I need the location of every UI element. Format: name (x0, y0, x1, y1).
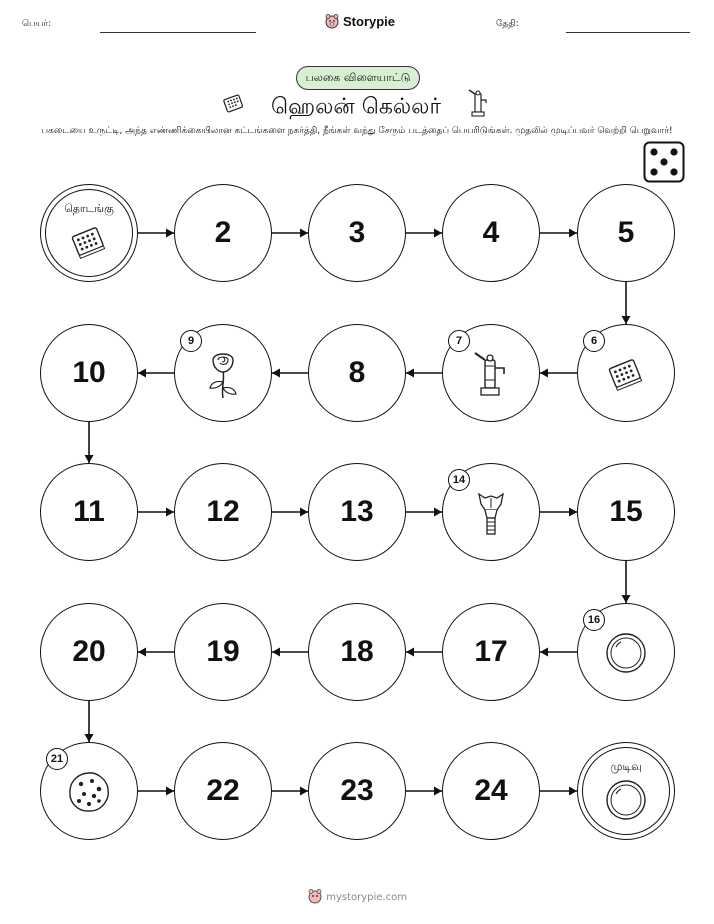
board-space-16[interactable] (577, 603, 675, 701)
date-label: தேதி: (496, 19, 519, 29)
water-pump-icon (471, 348, 511, 404)
board-space-18[interactable] (308, 603, 406, 701)
space-number: 10 (72, 356, 106, 389)
board-space-14[interactable] (442, 463, 540, 561)
space-number-badge: 14 (448, 469, 470, 491)
space-number: 20 (72, 635, 106, 668)
board-space-8[interactable] (308, 324, 406, 422)
space-number-badge: 21 (46, 748, 68, 770)
board-space-3[interactable] (308, 184, 406, 282)
board-space-23[interactable] (308, 742, 406, 840)
arrowhead (434, 787, 442, 796)
space-number-badge: 7 (448, 330, 470, 352)
brand-name: Storypie (343, 13, 396, 29)
arrowhead (406, 648, 414, 657)
space-number: 2 (214, 216, 232, 249)
space-number: 22 (206, 774, 240, 807)
rose-icon (203, 348, 243, 404)
title-text: ஹெலன் கெல்லர் (271, 94, 441, 120)
board-space-12[interactable] (174, 463, 272, 561)
start-space[interactable] (40, 184, 138, 282)
finish-label: முடிவு (610, 760, 642, 773)
board-space-5[interactable] (577, 184, 675, 282)
arrowhead (138, 369, 146, 378)
arrowhead (622, 595, 631, 603)
arrowhead (166, 229, 174, 238)
cookie-icon (66, 769, 112, 819)
board-space-15[interactable] (577, 463, 675, 561)
space-number: 24 (474, 774, 508, 807)
space-number: 18 (340, 635, 374, 668)
arrowhead (622, 316, 631, 324)
board-space-13[interactable] (308, 463, 406, 561)
board-space-21[interactable] (40, 742, 138, 840)
space-number: 11 (73, 495, 105, 528)
footer-url[interactable]: mystorypie.com (326, 892, 407, 903)
space-number: 19 (206, 635, 240, 668)
name-label: பெயர்: (22, 19, 52, 29)
board-space-6[interactable] (577, 324, 675, 422)
board-space-2[interactable] (174, 184, 272, 282)
arrowhead (434, 229, 442, 238)
arrowhead (166, 787, 174, 796)
braille-book-icon (606, 354, 646, 398)
board-space-22[interactable] (174, 742, 272, 840)
plate-icon (604, 778, 648, 826)
space-number: 13 (340, 495, 374, 528)
space-number: 4 (482, 216, 500, 249)
board-space-20[interactable] (40, 603, 138, 701)
arrowhead (569, 787, 577, 796)
space-number-badge: 16 (583, 609, 605, 631)
arrowhead (406, 369, 414, 378)
arrowhead (138, 648, 146, 657)
board-space-17[interactable] (442, 603, 540, 701)
plate-icon (604, 631, 648, 679)
arrowhead (300, 787, 308, 796)
space-number: 8 (348, 356, 366, 389)
instructions: பகடையை உருட்டி, அந்த எண்ணிக்கையிலான கட்டங்களை நகர்த்தி, நீங்கள் வந்து சேரும் படத்தைப் பெயரிடுங்கள். முதலில் முடிப்பவர் வெற்றி பெறுவார்! (41, 126, 673, 136)
space-number: 5 (617, 216, 635, 249)
arrowhead (569, 229, 577, 238)
arrowhead (166, 508, 174, 517)
arrowhead (540, 369, 548, 378)
board-space-24[interactable] (442, 742, 540, 840)
board-space-19[interactable] (174, 603, 272, 701)
braille-book-icon (69, 222, 109, 266)
larynx-icon (471, 488, 511, 542)
space-number: 3 (348, 216, 366, 249)
board-space-4[interactable] (442, 184, 540, 282)
space-number: 15 (609, 495, 643, 528)
board-space-7[interactable] (442, 324, 540, 422)
board-game-pill: பலகை விளையாட்டு (296, 66, 420, 90)
start-label: தொடங்கு (64, 202, 114, 215)
footer (0, 888, 714, 907)
arrowhead (300, 229, 308, 238)
arrowhead (300, 508, 308, 517)
space-number-badge: 9 (180, 330, 202, 352)
board-space-10[interactable] (40, 324, 138, 422)
storypie-mascot-icon (307, 888, 323, 907)
board-space-11[interactable] (40, 463, 138, 561)
board-space-9[interactable] (174, 324, 272, 422)
arrowhead (85, 455, 94, 463)
space-number: 23 (340, 774, 374, 807)
finish-space[interactable] (577, 742, 675, 840)
space-number: 17 (474, 635, 508, 668)
arrowhead (540, 648, 548, 657)
space-number: 12 (206, 495, 240, 528)
space-number-badge: 6 (583, 330, 605, 352)
arrowhead (569, 508, 577, 517)
arrowhead (272, 369, 280, 378)
arrowhead (434, 508, 442, 517)
arrowhead (85, 734, 94, 742)
arrowhead (272, 648, 280, 657)
